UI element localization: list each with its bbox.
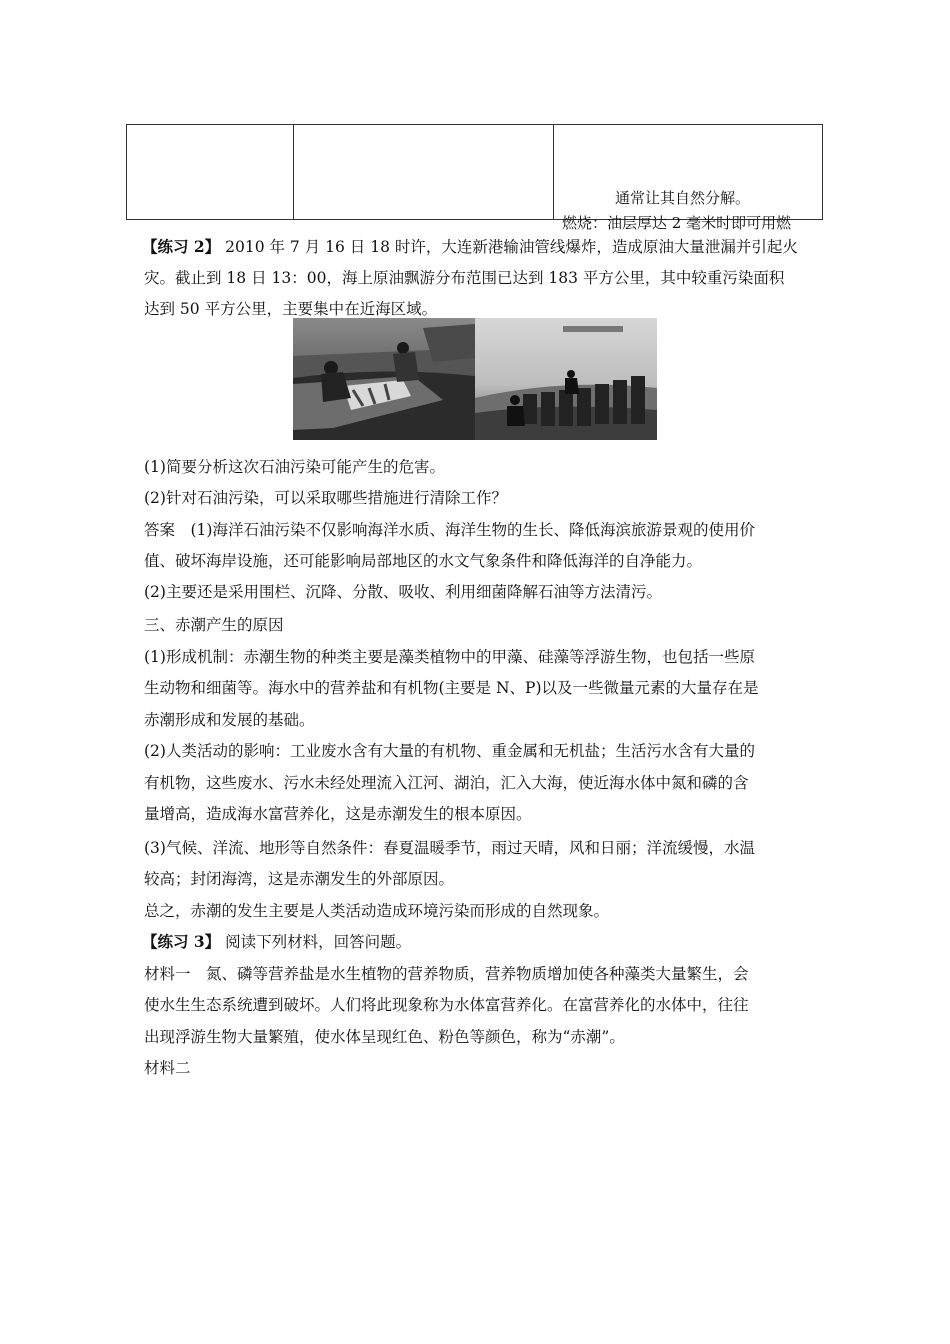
material1-line: 使水生生态系统遭到破坏。人们将此现象称为水体富营养化。在富营养化的水体中，往往: [144, 996, 749, 1014]
exercise3-line-1: [142, 932, 411, 952]
exercise2-answer-line-3: (2)主要还是采用围栏、沉降、分散、吸收、利用细菌降解石油等方法清污。: [144, 583, 662, 601]
exercise2-line-3: 达到 50 平方公里，主要集中在近海区域。: [144, 300, 438, 318]
beach-barrels-photo: [475, 318, 657, 440]
table-cell-text: 通常让其自然分解。: [615, 189, 751, 207]
boat-cleanup-photo: [293, 318, 475, 440]
section3-line: (2)人类活动的影响：工业废水含有大量的有机物、重金属和无机盐；生活污水含有大量的: [144, 742, 755, 760]
exercise2-tag: 【练习 2】: [142, 237, 221, 256]
section3-line: 较高；封闭海湾，这是赤潮发生的外部原因。: [144, 870, 455, 888]
exercise2-text: 2010 年 7 月 16 日 18 时许，大连新港输油管线爆炸，造成原油大量泄漏并引起火: [225, 238, 798, 256]
section3-line: 量增高，造成海水富营养化，这是赤潮发生的根本原因。: [144, 805, 532, 823]
material1-line: 出现浮游生物大量繁殖，使水体呈现红色、粉色等颜色，称为“赤潮”。: [144, 1028, 625, 1046]
table-column-divider: [293, 125, 294, 219]
exercise2-answer-line-2: 值、破坏海岸设施，还可能影响局部地区的水文气象条件和降低海洋的自净能力。: [144, 552, 703, 570]
exercise2-question-2: (2)针对石油污染，可以采取哪些措施进行清除工作？: [144, 489, 507, 507]
table: [126, 124, 823, 220]
exercise2-line-2: 灾。截止到 18 日 13：00，海上原油飘游分布范围已达到 183 平方公里，其中较重污染面积: [144, 269, 785, 287]
material2-label: 材料二: [144, 1059, 191, 1077]
section3-line: (1)形成机制：赤潮生物的种类主要是藻类植物中的甲藻、硅藻等浮游生物，也包括一些原: [144, 648, 755, 666]
exercise3-intro: 阅读下列材料，回答问题。: [225, 933, 412, 951]
exercise3-tag: 【练习 3】: [142, 932, 221, 951]
section3-summary: 总之，赤潮的发生主要是人类活动造成环境污染而形成的自然现象。: [144, 902, 610, 920]
section3-line: 有机物，这些废水、污水未经处理流入江河、湖泊，汇入大海，使近海水体中氮和磷的含: [144, 774, 749, 792]
exercise2-answer-line-1: 答案 (1)海洋石油污染不仅影响海洋水质、海洋生物的生长、降低海滨旅游景观的使用价: [144, 521, 755, 539]
table-column-divider: [553, 125, 554, 219]
section3-heading: 三、赤潮产生的原因: [144, 616, 284, 634]
exercise2-line-1: [142, 237, 798, 257]
section3-line: 生动物和细菌等。海水中的营养盐和有机物(主要是 N、P)以及一些微量元素的大量存在是: [144, 679, 759, 697]
section3-line: (3)气候、洋流、地形等自然条件：春夏温暖季节，雨过天晴，风和日丽；洋流缓慢，水温: [144, 839, 755, 857]
section3-line: 赤潮形成和发展的基础。: [144, 711, 315, 729]
material1-line: 材料一 氮、磷等营养盐是水生植物的营养物质，营养物质增加使各种藻类大量繁生，会: [144, 965, 749, 983]
table-cell-overflow-text: 燃烧：油层厚达 2 毫米时即可用燃: [562, 214, 792, 232]
oil-spill-photo: [293, 318, 657, 440]
exercise2-question-1: (1)简要分析这次石油污染可能产生的危害。: [144, 458, 445, 476]
